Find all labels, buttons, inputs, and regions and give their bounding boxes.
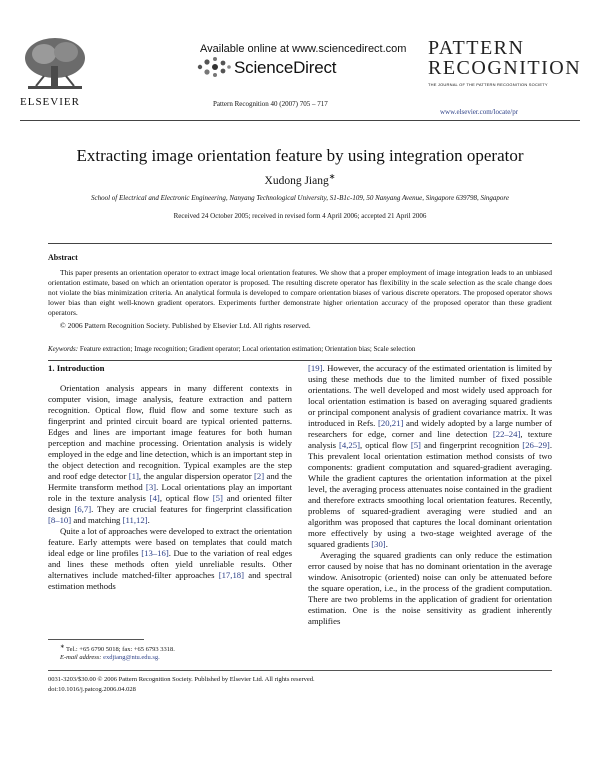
journal-title-line1: PATTERN — [428, 37, 525, 59]
issn-copyright: 0031-3203/$30.00 © 2006 Pattern Recognition Society. Published by Elsevier Ltd. All rights reserved. — [48, 676, 315, 683]
citation-link[interactable]: [1] — [128, 471, 139, 481]
intro-paragraph-1: Orientation analysis appears in many different contexts in computer vision, image analysis, feature extraction and pattern recognition. Optical flow, fluid flow and some texture such as fingerprint and printed circuit board are typical oriented patterns. Edges and lines are important image features for both human perception and machine processing. Orientation analysis is widely employed in the edge and line detection, which is an important step in the object detection and recognition. Typical examples are the step and roof edge detector [1], the angular dispersion operator [2] and the Hermite transform method [3]. Local orientations play an important role in the texture analysis [4], optical flow [5] and oriented filter design [6,7]. They are crucial features for fingerprint classification [8–10] and matching [11,12]. — [48, 383, 292, 525]
citation-link[interactable]: [13–16] — [141, 548, 169, 558]
abstract-text: This paper presents an orientation operator to extract image local orientation features. We show that a proper employment of image integration leads to an unbiased orientation estimate, based on which an orientation operator is proposed. The resulting discrete operator has flexibility in the scale selection as the scale change does not violate the bias minimization criteria. An analytical formula is developed to compare orientation biases of various discrete operators. The proposed operator shows lower bias than eight well-known gradient operators. Experiments further demonstrate higher orientation accuracy of the proposed operator than these gradient operators. — [48, 268, 552, 317]
intro-paragraph-2-start: Quite a lot of approaches were developed to extract the orientation feature. Early attempts were based on templates that could match ideal edge or line profiles [13–16]. Due to the variation of real edges and lines these methods often yield unreliable results. Other alternatives include matched-filter approaches [17,18] and spectral estimation methods — [48, 526, 292, 591]
footnote-email-line — [60, 654, 160, 661]
header-divider — [20, 120, 580, 121]
citation-link[interactable]: [5] — [410, 440, 421, 450]
citation-link[interactable]: [4] — [149, 493, 160, 503]
citation-link[interactable]: [8–10] — [48, 515, 72, 525]
citation-link[interactable]: [30] — [371, 539, 386, 549]
publisher-name: ELSEVIER — [20, 96, 80, 108]
author-line — [0, 172, 600, 187]
intro-paragraph-2-cont: [19]. However, the accuracy of the estimated orientation is limited by using these methods due to the limited number of fixed possible orientations. The well developed and most widely used approach for local orientation estimation is based on averaging squared gradients or principal component analysis of gradient covariance matrix. It was introduced in Refs. [20,21] and widely adopted by a large number of researchers for edge, corner and line detection [22–24], texture analysis [4,25], optical flow [5] and fingerprint recognition [26–29]. This prevalent local orientation estimation method consists of two components: gradient computation and squared-gradient averaging. While the gradient captures the orientation information at the pixel level, the averaging process attenuates noise contained in the gradient and therefore extracts smoothing local orientation features. Recently, problems of squared-gradient averaging were studied and an algorithm was proposed that captures the local dominant orientation more effectively by using a two-stage weighted average of the squared gradients [30]. — [308, 363, 552, 549]
citation-link[interactable]: [2] — [254, 471, 265, 481]
sciencedirect-dots-icon — [196, 56, 232, 78]
footnote-tel: Tel.: +65 6790 5018; fax: +65 6793 3318. — [66, 646, 175, 654]
citation-link[interactable]: [19] — [308, 363, 323, 373]
footnote-divider — [48, 639, 144, 640]
body-column-left — [48, 383, 292, 592]
citation-link[interactable]: [11,12] — [122, 515, 148, 525]
journal-url-link[interactable]: www.elsevier.com/locate/pr — [440, 108, 519, 116]
sciencedirect-logo-text: ScienceDirect — [234, 58, 337, 77]
journal-title — [428, 38, 581, 78]
keywords-text: Feature extraction; Image recognition; Gradient operator; Local orientation estimation; Orientation bias; Scale selection — [79, 345, 416, 353]
section-heading-introduction: 1. Introduction — [48, 363, 105, 373]
elsevier-tree-logo — [22, 36, 88, 94]
citation-link[interactable]: [17,18] — [218, 570, 245, 580]
intro-paragraph-3: Averaging the squared gradients can only reduce the estimation error caused by noise that has no dominant orientation in the average window. Anisotropic (oriented) noise can only be attenuated before the square operation, i.e., in the process of the gradient computation. There are two problems in the application of gradient for orientation estimation. One is the noise sensitivity as gradient inherently amplifies — [308, 550, 552, 626]
journal-reference: Pattern Recognition 40 (2007) 705 – 717 — [213, 100, 328, 108]
author-affiliation: School of Electrical and Electronic Engineering, Nanyang Technological University, S1-B1c-109, 50 Nanyang Avenue, Singapore 639798, Singapore — [91, 194, 509, 202]
footnote-contact — [60, 644, 175, 653]
keywords-divider — [48, 360, 552, 361]
citation-link[interactable]: [4,25] — [339, 440, 361, 450]
citation-link[interactable]: [5] — [212, 493, 223, 503]
available-online-text[interactable]: Available online at www.sciencedirect.com — [200, 43, 407, 55]
citation-link[interactable]: [3] — [145, 482, 157, 492]
footer-divider — [48, 670, 552, 671]
abstract-top-divider — [48, 243, 552, 244]
doi-text[interactable]: doi:10.1016/j.patcog.2006.04.028 — [48, 686, 136, 693]
footnote-mark: ∗ — [60, 644, 65, 650]
journal-subtitle: THE JOURNAL OF THE PATTERN RECOGNITION SOCIETY — [428, 82, 548, 87]
paper-title: Extracting image orientation feature by using integration operator — [76, 146, 524, 165]
journal-title-line2: RECOGNITION — [428, 57, 582, 79]
citation-link[interactable]: [20,21] — [378, 418, 404, 428]
citation-link[interactable]: [22–24] — [492, 429, 521, 439]
keywords-label: Keywords: — [48, 345, 79, 353]
keywords-line — [48, 345, 552, 353]
citation-link[interactable]: [26–29] — [522, 440, 550, 450]
body-column-right — [308, 363, 552, 627]
email-link[interactable]: exdjiang@ntu.edu.sg. — [103, 654, 160, 661]
email-label: E-mail address: — [60, 654, 102, 661]
author-footnote-mark[interactable]: ∗ — [328, 172, 336, 181]
abstract-copyright: © 2006 Pattern Recognition Society. Published by Elsevier Ltd. All rights reserved. — [60, 321, 311, 330]
received-dates: Received 24 October 2005; received in revised form 4 April 2006; accepted 21 April 2006 — [173, 212, 427, 220]
citation-link[interactable]: [6,7] — [74, 504, 92, 514]
abstract-heading: Abstract — [48, 253, 78, 262]
author-name: Xudong Jiang — [264, 174, 329, 187]
